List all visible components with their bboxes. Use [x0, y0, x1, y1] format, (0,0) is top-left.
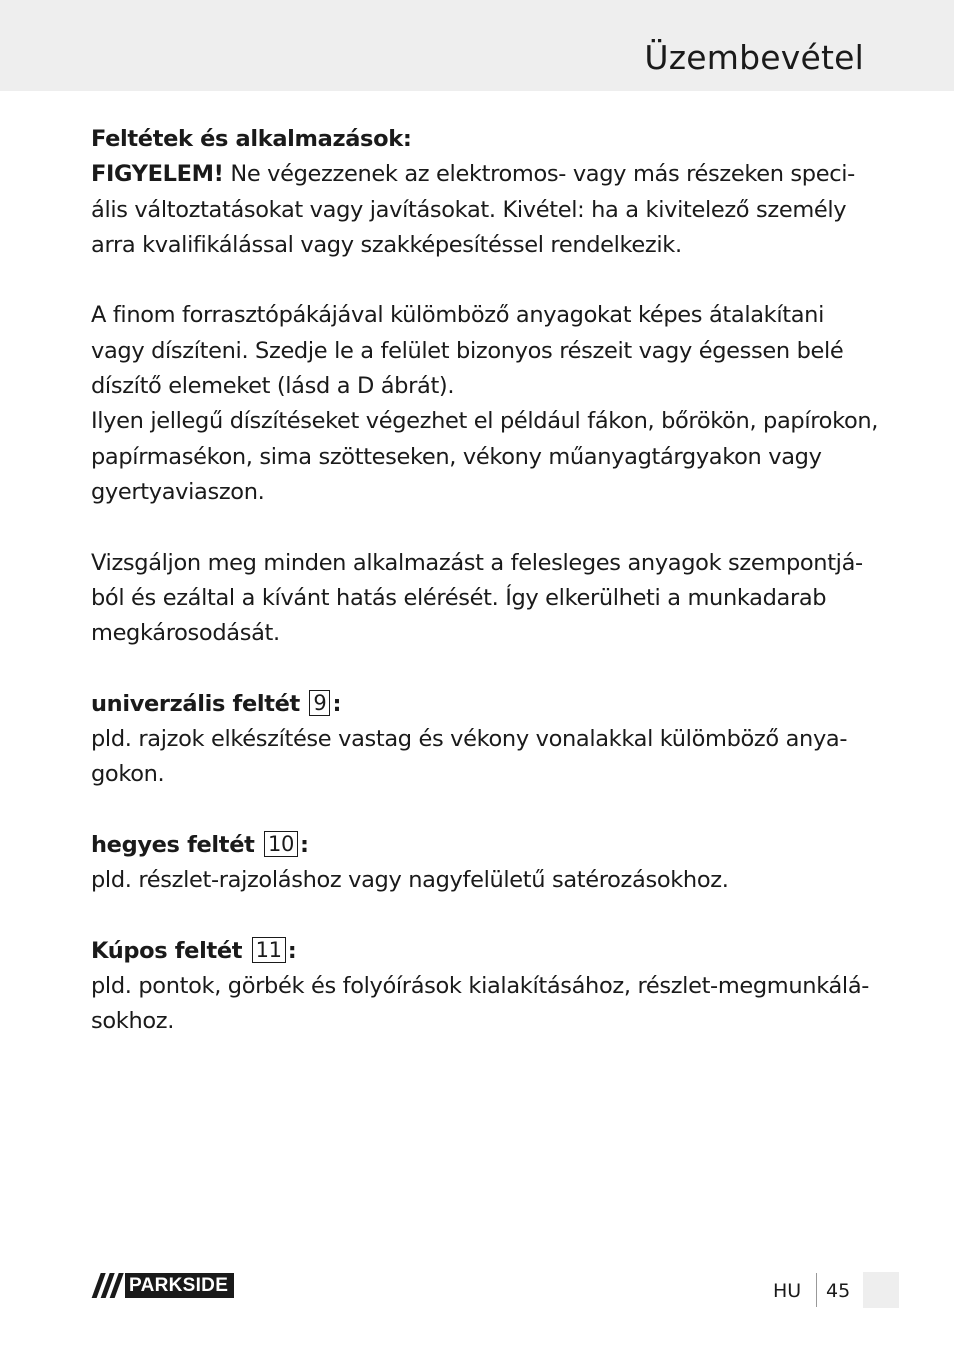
paragraph-line: Vizsgáljon meg minden alkalmazást a felesleges anyagok szempontjá- — [91, 549, 863, 576]
attachment-description: gokon. — [91, 761, 165, 788]
attachment-description: pld. pontok, görbék és folyóírások kialakításához, részlet-megmunkálá- — [91, 973, 870, 1000]
language-code: HU — [773, 1280, 802, 1302]
attachment-heading-conical — [91, 934, 881, 969]
warning-line-2: ális változtatásokat vagy javításokat. Kivétel: ha a kivitelező személy — [91, 196, 847, 223]
reference-number-box: 11 — [252, 937, 286, 963]
paragraph-line: megkárosodását. — [91, 620, 280, 647]
body-text — [91, 122, 881, 1040]
page-title: Üzembevétel — [644, 38, 864, 77]
spacer — [91, 899, 881, 934]
attachment-title: univerzális feltét — [91, 690, 300, 717]
heading-colon: : — [287, 937, 297, 964]
heading-colon: : — [300, 831, 309, 858]
section-heading: Feltétek és alkalmazások: — [91, 126, 412, 152]
paragraph-line: vagy díszíteni. Szedje le a felület bizonyos részeit vagy égessen belé — [91, 337, 844, 364]
attachment-heading-universal — [91, 687, 881, 722]
corner-tab — [863, 1272, 899, 1308]
attachment-description: pld. rajzok elkészítése vastag és vékony vonalakkal külömböző anya- — [91, 726, 848, 753]
paragraph-line: Ilyen jellegű díszítéseket végezhet el például fákon, bőrökön, papírokon, — [91, 408, 879, 435]
page-number: 45 — [826, 1280, 851, 1302]
paragraph-line: ból és ezáltal a kívánt hatás elérését. Így elkerülheti a munkadarab — [91, 584, 827, 611]
parkside-logo — [91, 1273, 234, 1298]
heading-colon: : — [332, 690, 342, 717]
paragraph-line: papírmasékon, sima szötteseken, vékony műanyagtárgyakon vagy — [91, 443, 822, 470]
reference-number-box: 9 — [309, 690, 330, 716]
page-footer — [0, 1260, 954, 1320]
attachment-title: hegyes feltét — [91, 831, 255, 858]
spacer — [91, 510, 881, 545]
spacer — [91, 651, 881, 686]
attachment-heading-pointed — [91, 828, 881, 863]
attachment-description: pld. részlet-rajzoláshoz vagy nagyfelületű satérozásokhoz. — [91, 867, 729, 894]
warning-text: Ne végezzenek az elektromos- vagy más részeken speci- — [223, 161, 855, 188]
footer-divider — [816, 1273, 817, 1307]
paragraph-line: A finom forrasztópákájával külömböző anyagokat képes átalakítani — [91, 302, 824, 329]
attachment-description: sokhoz. — [91, 1008, 175, 1035]
spacer — [91, 793, 881, 828]
paragraph-line: díszítő elemeket (lásd a D ábrát). — [91, 373, 455, 400]
reference-number-box: 10 — [264, 831, 298, 857]
attachment-title: Kúpos feltét — [91, 937, 243, 964]
warning-label: FIGYELEM! — [91, 161, 224, 188]
logo-slashes-icon — [91, 1273, 125, 1298]
paragraph-line: gyertyaviaszon. — [91, 478, 265, 505]
spacer — [91, 263, 881, 298]
warning-line-3: arra kvalifikálással vagy szakképesítéssel rendelkezik. — [91, 231, 682, 258]
warning-line-1 — [91, 157, 881, 192]
brand-name: PARKSIDE — [129, 1275, 229, 1296]
